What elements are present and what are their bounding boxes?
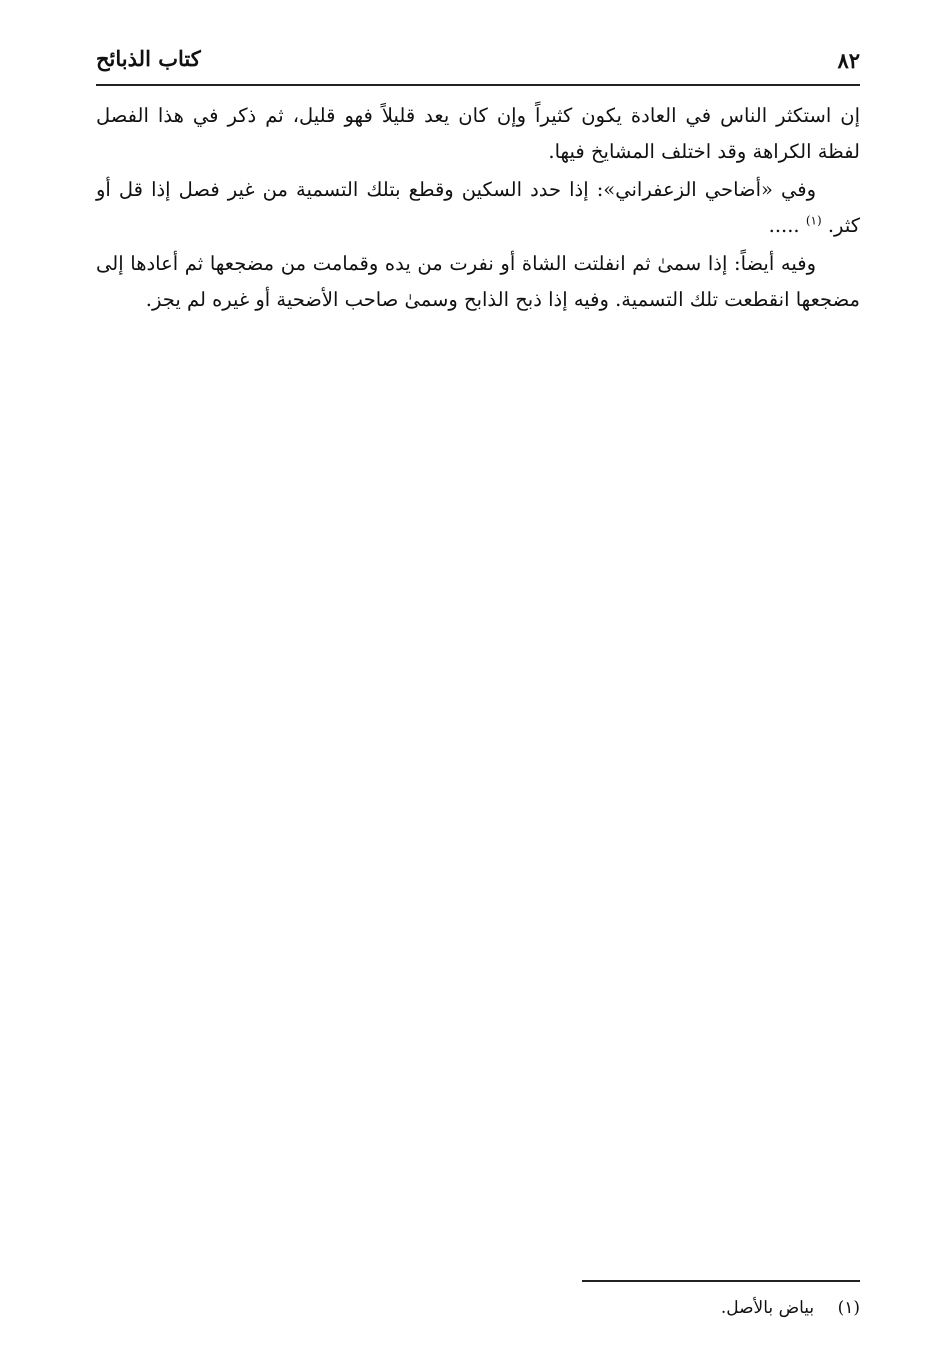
paragraph-1: إن استكثر الناس في العادة يكون كثيراً وإن كان يعد قليلاً فهو قليل، ثم ذكر في هذا الفصل لفظة الكراهة وقد اختلف المشايخ فيها. [96, 104, 860, 163]
footnote-text: بياض بالأصل. [720, 1298, 815, 1318]
footnote-divider [582, 1280, 860, 1282]
page-number: ٨٢ [837, 48, 860, 73]
footnote [721, 1295, 860, 1321]
paragraph-2 [96, 172, 860, 244]
paragraph-2-text: وفي «أضاحي الزعفراني»: إذا حدد السكين وقطع بتلك التسمية من غير فصل إذا قل أو كثر. [96, 178, 860, 237]
paragraph-3: وفيه أيضاً: إذا سمىٰ ثم انفلتت الشاة أو نفرت من يده وقمامت من مضجعها ثم أعادها إلى مضجعها انقطعت تلك التسمية. وفيه إذا ذبح الذابح وسمىٰ صاحب الأضحية أو غيره لم يجز. [96, 252, 860, 311]
ellipsis: ..... [768, 214, 800, 237]
header-divider [96, 84, 860, 86]
page-header [96, 42, 860, 82]
main-text [96, 98, 860, 320]
footnote-marker: (١) [837, 1298, 860, 1318]
footnote-reference: (١) [805, 213, 822, 228]
running-title: كتاب الذبائح [96, 46, 201, 71]
